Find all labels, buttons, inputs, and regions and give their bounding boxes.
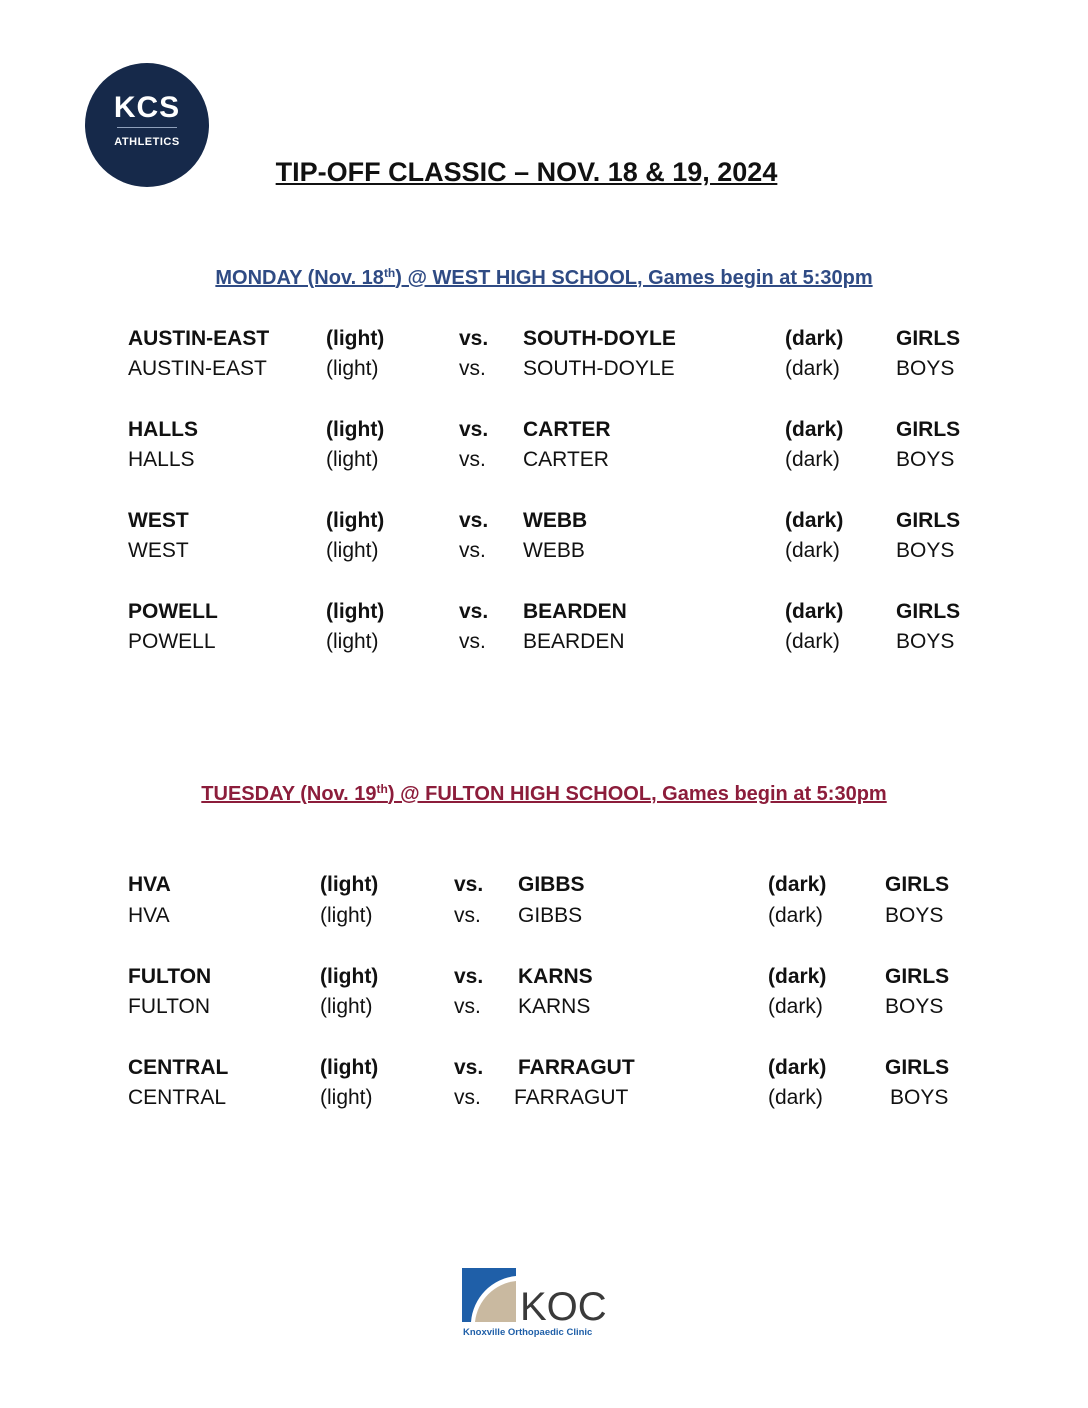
- division-label: GIRLS: [896, 418, 961, 441]
- versus-label: vs.: [459, 539, 486, 562]
- versus-label: vs.: [454, 995, 481, 1018]
- versus-label: vs.: [459, 448, 486, 471]
- page-title: TIP-OFF CLASSIC – NOV. 18 & 19, 2024: [275, 157, 778, 187]
- division-label: GIRLS: [885, 873, 950, 896]
- division-label: BOYS: [896, 357, 955, 380]
- game-row: [0, 873, 1088, 903]
- versus-label: vs.: [459, 630, 486, 653]
- away-team: GIBBS: [518, 904, 583, 927]
- away-jersey: (dark): [768, 965, 827, 988]
- home-team: WEST: [128, 539, 189, 562]
- away-jersey: (dark): [768, 1056, 827, 1079]
- away-team: FARRAGUT: [518, 1056, 635, 1079]
- versus-label: vs.: [454, 1056, 484, 1079]
- division-label: GIRLS: [896, 509, 961, 532]
- home-team: FULTON: [128, 965, 212, 988]
- division-label: GIRLS: [896, 600, 961, 623]
- away-jersey: (dark): [768, 995, 823, 1018]
- game-row: [0, 1086, 1088, 1116]
- home-team: FULTON: [128, 995, 211, 1018]
- home-jersey: (light): [320, 904, 373, 927]
- home-jersey: (light): [326, 448, 379, 471]
- tuesday-heading-sup: th: [376, 782, 388, 796]
- game-row: [0, 965, 1088, 995]
- away-team: BEARDEN: [523, 630, 625, 653]
- home-team: WEST: [128, 509, 189, 532]
- kcs-logo-rule: [117, 127, 177, 128]
- versus-label: vs.: [454, 904, 481, 927]
- game-row: [0, 904, 1088, 934]
- division-label: BOYS: [896, 539, 955, 562]
- monday-heading-pre: MONDAY (Nov. 18: [215, 267, 384, 289]
- away-jersey: (dark): [785, 630, 840, 653]
- versus-label: vs.: [459, 357, 486, 380]
- home-team: HVA: [128, 873, 171, 896]
- away-team: GIBBS: [518, 873, 585, 896]
- versus-label: vs.: [454, 965, 484, 988]
- division-label: BOYS: [896, 448, 955, 471]
- home-team: CENTRAL: [128, 1056, 229, 1079]
- away-team: CARTER: [523, 418, 611, 441]
- game-row: [0, 600, 1088, 630]
- away-jersey: (dark): [785, 539, 840, 562]
- game-row: [0, 509, 1088, 539]
- game-row: [0, 539, 1088, 569]
- koc-sponsor-logo: [462, 1268, 628, 1340]
- home-jersey: (light): [326, 509, 385, 532]
- home-jersey: (light): [320, 1086, 373, 1109]
- home-jersey: (light): [326, 357, 379, 380]
- away-jersey: (dark): [785, 357, 840, 380]
- koc-logo-graphic: [462, 1268, 628, 1340]
- home-team: HALLS: [128, 418, 198, 441]
- home-team: HVA: [128, 904, 170, 927]
- home-jersey: (light): [320, 1056, 379, 1079]
- home-team: POWELL: [128, 630, 216, 653]
- home-jersey: (light): [320, 995, 373, 1018]
- tuesday-heading: [0, 782, 1088, 806]
- away-jersey: (dark): [768, 904, 823, 927]
- home-jersey: (light): [326, 630, 379, 653]
- home-jersey: (light): [326, 327, 385, 350]
- away-jersey: (dark): [768, 873, 827, 896]
- home-jersey: (light): [320, 873, 379, 896]
- monday-heading-sup: th: [383, 266, 396, 280]
- game-row: [0, 995, 1088, 1025]
- away-jersey: (dark): [785, 448, 840, 471]
- kcs-logo-text: KCS: [113, 91, 181, 124]
- game-row: [0, 418, 1088, 448]
- versus-label: vs.: [454, 1086, 481, 1109]
- koc-logo-name: KOC: [520, 1285, 607, 1329]
- monday-heading-post: ) @ WEST HIGH SCHOOL, Games begin at 5:30pm: [395, 267, 873, 289]
- home-jersey: (light): [326, 418, 385, 441]
- division-label: BOYS: [890, 1086, 949, 1109]
- game-row: [0, 1056, 1088, 1086]
- away-team: KARNS: [518, 965, 593, 988]
- versus-label: vs.: [459, 600, 489, 623]
- home-team: CENTRAL: [128, 1086, 227, 1109]
- home-jersey: (light): [326, 539, 379, 562]
- away-team: SOUTH-DOYLE: [523, 357, 675, 380]
- home-team: AUSTIN-EAST: [128, 357, 267, 380]
- game-row: [0, 327, 1088, 357]
- home-team: POWELL: [128, 600, 218, 623]
- game-row: [0, 448, 1088, 478]
- division-label: BOYS: [885, 904, 944, 927]
- division-label: GIRLS: [885, 1056, 950, 1079]
- away-team: WEBB: [523, 539, 585, 562]
- away-team: CARTER: [523, 448, 609, 471]
- away-team: FARRAGUT: [514, 1086, 629, 1109]
- game-row: [0, 630, 1088, 660]
- away-team: KARNS: [518, 995, 591, 1018]
- kcs-logo-subtext: ATHLETICS: [114, 136, 180, 148]
- versus-label: vs.: [459, 327, 489, 350]
- versus-label: vs.: [459, 418, 489, 441]
- home-team: HALLS: [128, 448, 195, 471]
- koc-logo-tagline: Knoxville Orthopaedic Clinic: [463, 1327, 593, 1338]
- away-jersey: (dark): [785, 509, 844, 532]
- versus-label: vs.: [454, 873, 484, 896]
- away-jersey: (dark): [785, 418, 844, 441]
- away-team: SOUTH-DOYLE: [523, 327, 676, 350]
- division-label: GIRLS: [896, 327, 961, 350]
- home-jersey: (light): [320, 965, 379, 988]
- away-jersey: (dark): [785, 327, 844, 350]
- tuesday-heading-post: ) @ FULTON HIGH SCHOOL, Games begin at 5:30pm: [387, 783, 887, 805]
- monday-heading: [0, 266, 1088, 290]
- game-row: [0, 357, 1088, 387]
- versus-label: vs.: [459, 509, 489, 532]
- home-team: AUSTIN-EAST: [128, 327, 270, 350]
- home-jersey: (light): [326, 600, 385, 623]
- division-label: BOYS: [885, 995, 944, 1018]
- away-jersey: (dark): [768, 1086, 823, 1109]
- division-label: GIRLS: [885, 965, 950, 988]
- away-team: BEARDEN: [523, 600, 627, 623]
- away-team: WEBB: [523, 509, 588, 532]
- division-label: BOYS: [896, 630, 955, 653]
- away-jersey: (dark): [785, 600, 844, 623]
- tuesday-heading-pre: TUESDAY (Nov. 19: [201, 783, 377, 805]
